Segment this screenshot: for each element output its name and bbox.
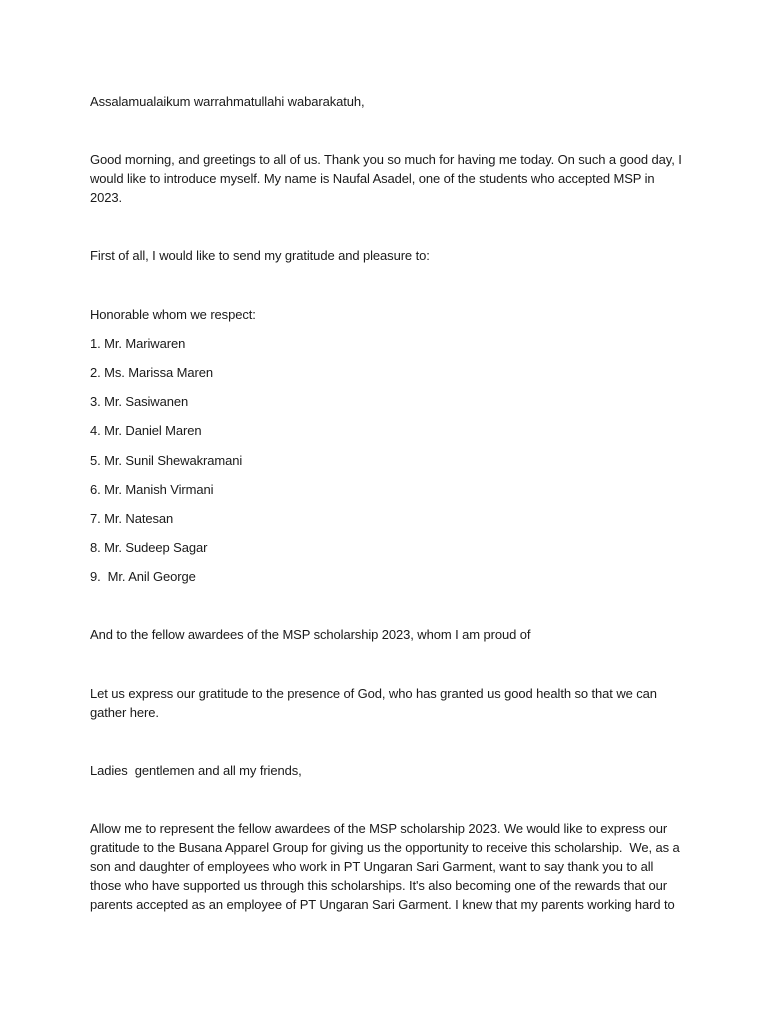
honorable-list-item: 3. Mr. Sasiwanen bbox=[90, 394, 189, 409]
intro-line-1: Good morning, and greetings to all of us. Thank you so much for having me today. On such a good day, I bbox=[90, 152, 682, 167]
god-paragraph-line-2: gather here. bbox=[90, 705, 159, 720]
honorable-list-item: 1. Mr. Mariwaren bbox=[90, 336, 186, 351]
represent-line-2: gratitude to the Busana Apparel Group for giving us the opportunity to receive this scholarship. We, as a bbox=[90, 840, 680, 855]
honorable-list-item: 4. Mr. Daniel Maren bbox=[90, 423, 202, 438]
god-paragraph-line-1: Let us express our gratitude to the presence of God, who has granted us good health so that we can bbox=[90, 686, 657, 701]
intro-line-2: would like to introduce myself. My name is Naufal Asadel, one of the students who accepted MSP in bbox=[90, 171, 655, 186]
honorable-list-item: 2. Ms. Marissa Maren bbox=[90, 365, 213, 380]
honorable-list-item: 8. Mr. Sudeep Sagar bbox=[90, 540, 208, 555]
gratitude-intro-line: First of all, I would like to send my gratitude and pleasure to: bbox=[90, 248, 430, 263]
represent-line-5: parents accepted as an employee of PT Ungaran Sari Garment. I knew that my parents working hard to bbox=[90, 897, 675, 912]
honorable-list-item: 9. Mr. Anil George bbox=[90, 569, 196, 584]
represent-line-3: son and daughter of employees who work in PT Ungaran Sari Garment, want to say thank you to all bbox=[90, 859, 654, 874]
honorable-list-item: 5. Mr. Sunil Shewakramani bbox=[90, 453, 243, 468]
represent-line-1: Allow me to represent the fellow awardees of the MSP scholarship 2023. We would like to express our bbox=[90, 821, 668, 836]
address-line: Ladies gentlemen and all my friends, bbox=[90, 763, 302, 778]
fellow-awardees-line: And to the fellow awardees of the MSP scholarship 2023, whom I am proud of bbox=[90, 627, 531, 642]
intro-line-3: 2023. bbox=[90, 190, 123, 205]
greeting-line: Assalamualaikum warrahmatullahi wabarakatuh, bbox=[90, 94, 365, 109]
honorable-list-item: 7. Mr. Natesan bbox=[90, 511, 174, 526]
honorable-list-item: 6. Mr. Manish Virmani bbox=[90, 482, 214, 497]
honorable-heading: Honorable whom we respect: bbox=[90, 307, 256, 322]
represent-line-4: those who have supported us through this scholarships. It's also becoming one of the rewards that our bbox=[90, 878, 668, 893]
